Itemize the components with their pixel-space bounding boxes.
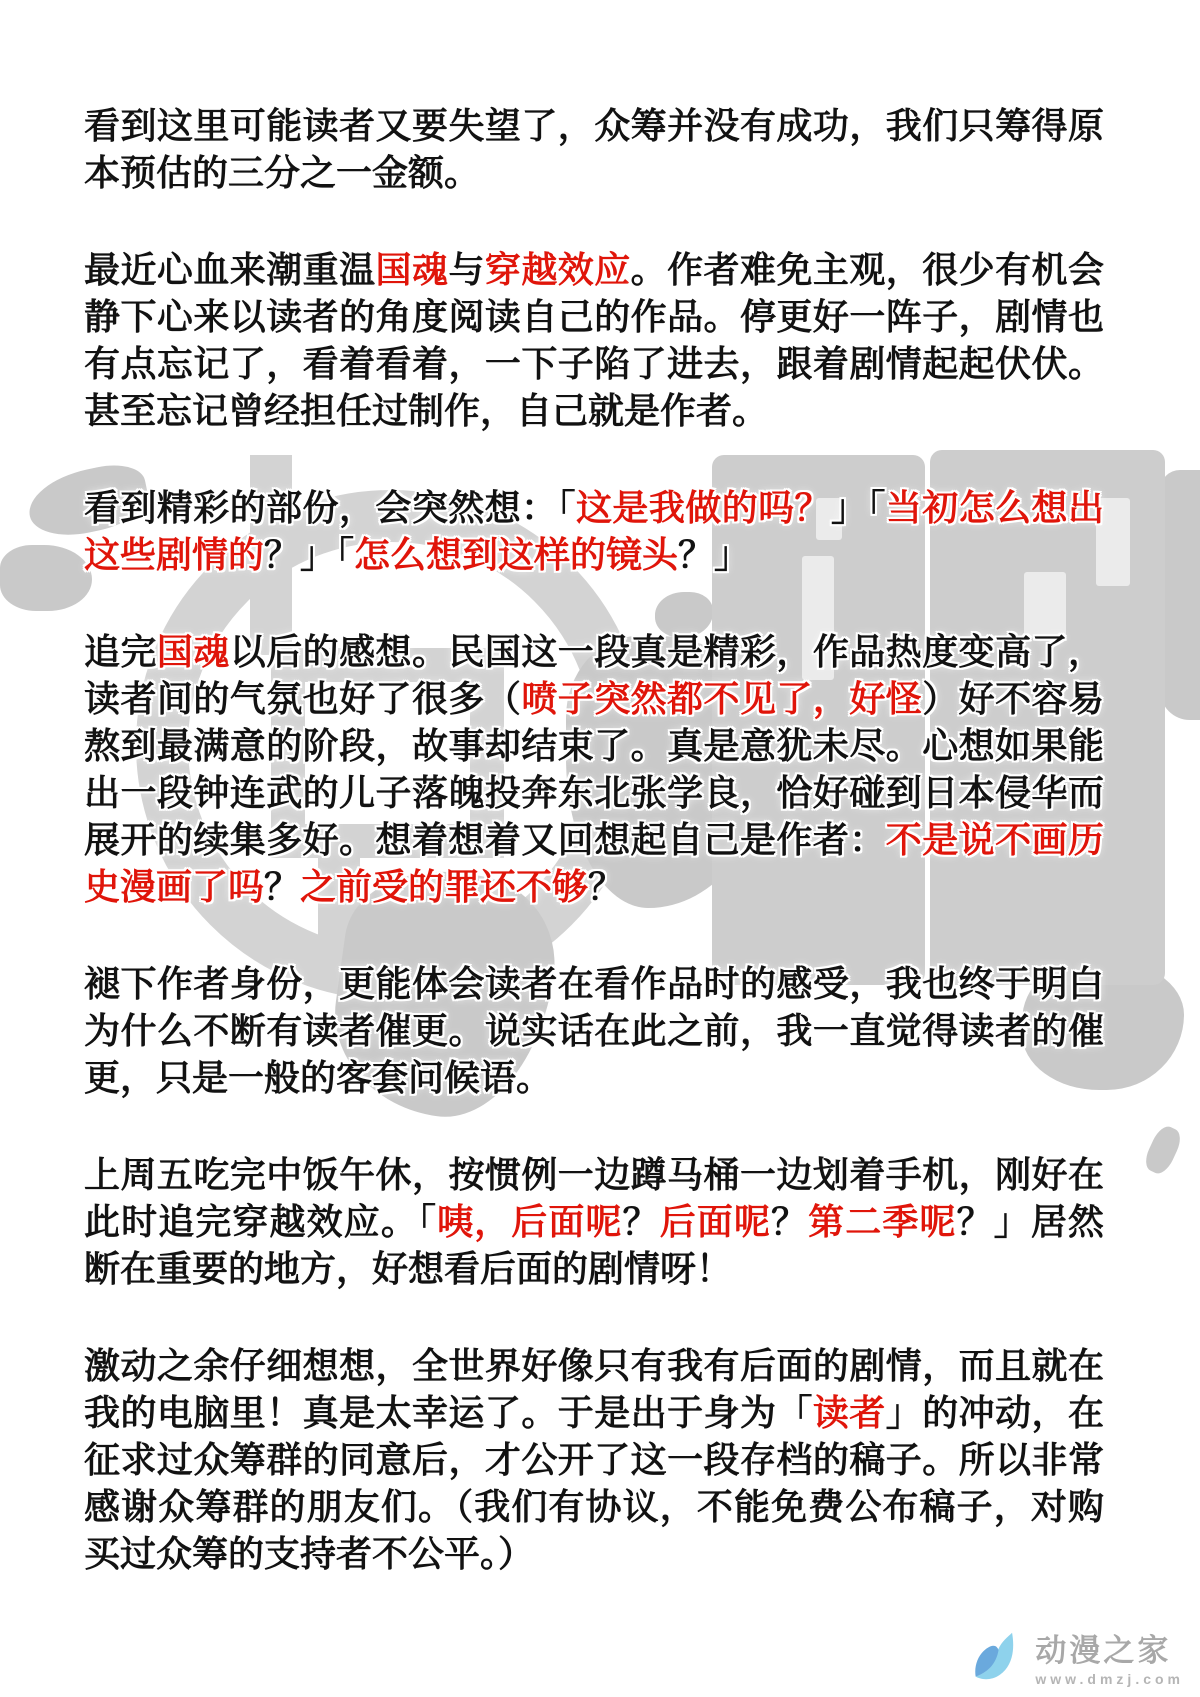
paragraph (84, 102, 1104, 196)
highlighted-text-run: 这是我做的吗？ (575, 487, 831, 528)
text-run: 」「 (830, 487, 886, 528)
text-run: 」的冲动，在征求过众筹群的同意后，才公开了这一段存档的稿子。所以非常感谢众筹群的朋友们。（我们有协议，不能免费公布稿子，对购买过众筹的支持者不公平。） (84, 1392, 1104, 1574)
text-run: 以后的感想。民国这一段真是精彩，作品热度变高了，读者间的气氛也好了很多（ (84, 631, 1104, 719)
highlighted-text-run: 怎么想到这样的镜头 (354, 534, 679, 575)
text-run: 。作者难免主观，很少有机会静下心来以读者的角度阅读自己的作品。停更好一阵子，剧情也有点忘记了，看着看着，一下子陷了进去，跟着剧情起起伏伏。甚至忘记曾经担任过制作，自己就是作者。 (84, 249, 1104, 431)
highlighted-text-run: 读者 (812, 1392, 886, 1433)
text-content (84, 102, 1104, 1627)
watermark-map-newzealand (1141, 1123, 1185, 1177)
paragraph (84, 1342, 1104, 1577)
text-run: 最近心血来潮重温 (84, 249, 376, 290)
text-run: 与 (448, 249, 485, 290)
highlighted-text-run: 后面呢 (659, 1201, 772, 1242)
text-run: 看到精彩的部份，会突然想：「 (84, 487, 576, 528)
text-run: ？」居然断在重要的地方，好想看后面的剧情呀！ (84, 1201, 1104, 1289)
text-run: ？ (264, 866, 301, 907)
text-run: ？」 (678, 534, 751, 575)
highlighted-text-run: 第二季呢 (808, 1201, 957, 1242)
site-logo-text (1035, 1635, 1184, 1687)
leaf-logo-icon (971, 1629, 1027, 1687)
text-run: ？ (588, 866, 625, 907)
text-run: ？」「 (264, 534, 355, 575)
highlighted-text-run: 国魂 (156, 631, 230, 672)
watermark-map-northamerica (0, 545, 92, 611)
text-run: 看到这里可能读者又要失望了，众筹并没有成功，我们只筹得原本预估的三分之一金额。 (84, 105, 1104, 193)
paragraph (84, 960, 1104, 1101)
text-run: ）好不容易熬到最满意的阶段，故事却结束了。真是意犹未尽。心想如果能出一段钟连武的儿子落魄投奔东北张学良，恰好碰到日本侵华而展开的续集多好。想着想着又回想起自己是作者： (84, 678, 1104, 860)
text-run: 上周五吃完中饭午休，按惯例一边蹲马桶一边划着手机，刚好在此时追完穿越效应。「 (84, 1154, 1104, 1242)
highlighted-text-run: 穿越效应 (484, 249, 631, 290)
text-run: 褪下作者身份，更能体会读者在看作品时的感受，我也终于明白为什么不断有读者催更。说实话在此之前，我一直觉得读者的催更，只是一般的客套问候语。 (84, 963, 1104, 1098)
text-run: ？ (622, 1201, 660, 1242)
site-url: www.dmzj.com (1035, 1671, 1184, 1687)
highlighted-text-run: 之前受的罪还不够 (300, 866, 589, 907)
paragraph (84, 1151, 1104, 1292)
highlighted-text-run: 当初怎么想出这些剧情的 (84, 487, 1104, 575)
site-logo (971, 1629, 1184, 1687)
highlighted-text-run: 不是说不画历史漫画了吗 (84, 819, 1104, 907)
highlighted-text-run: 喷子突然都不见了，好怪 (521, 678, 923, 719)
paragraph (84, 484, 1104, 578)
highlighted-text-run: 咦，后面呢 (437, 1201, 623, 1242)
watermark-map-asia (1160, 470, 1200, 720)
highlighted-text-run: 国魂 (375, 249, 449, 290)
text-run: ？ (771, 1201, 809, 1242)
paragraph (84, 628, 1104, 910)
text-run: 追完 (84, 631, 157, 672)
text-run: 激动之余仔细想想，全世界好像只有我有后面的剧情，而且就在我的电脑里！真是太幸运了。于是出于身为「 (84, 1345, 1104, 1433)
site-name: 动漫之家 (1035, 1633, 1172, 1669)
paragraph (84, 246, 1104, 434)
